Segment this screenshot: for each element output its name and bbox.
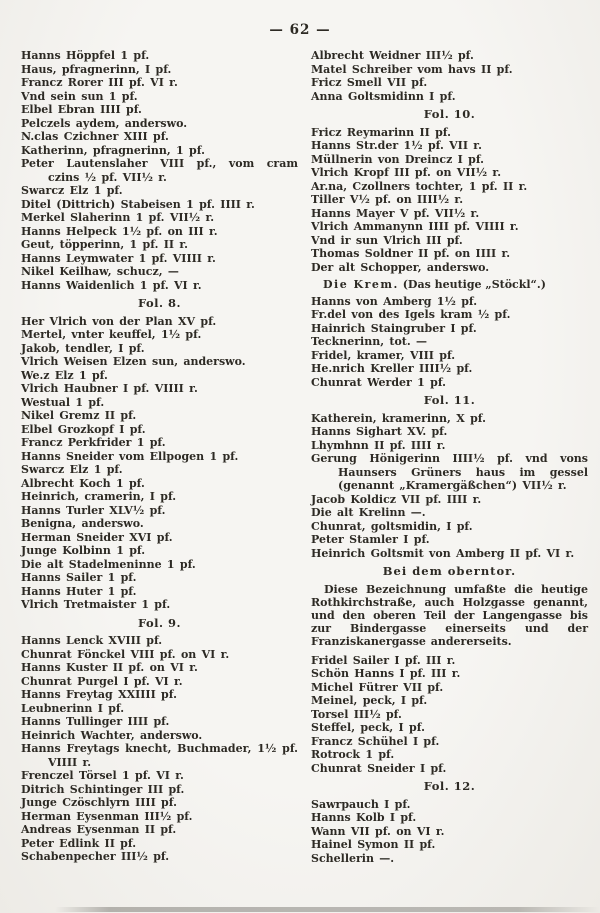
register-entry: Swarcz Elz 1 pf. [21, 463, 123, 476]
register-entry: Fr.del von des Igels kram ½ pf. [311, 308, 511, 321]
register-entry: Heinrich Goltsmit von Amberg II pf. VI r. [311, 546, 575, 560]
register-entry: Müllnerin von Dreincz I pf. [311, 152, 485, 166]
register-entry: Anna Goltsmidinn I pf. [311, 89, 456, 103]
register-entry: Schellerin —. [311, 851, 395, 865]
register-entry: Hanns von Amberg 1½ pf. [311, 294, 478, 308]
register-entry: Gerung Hönigerinn IIII½ pf. vnd vons Haunsers Grüners haus im gessel (genannt „Kramergäßchen“) VII½ r. [311, 452, 588, 492]
register-entry: Tecknerinn, tot. — [311, 335, 428, 348]
register-entry: N.clas Czichner XIII pf. [21, 130, 169, 143]
register-entry: Vlrich Tretmaister 1 pf. [21, 598, 171, 611]
folio-heading: Fol. 10. [423, 107, 476, 121]
register-entry: Katherinn, pfragnerinn, 1 pf. [21, 143, 205, 157]
register-entry: Tiller V½ pf. on IIII½ r. [311, 193, 464, 206]
register-entry: Peter Edlink II pf. [21, 836, 137, 850]
register-entry: Albrecht Koch 1 pf. [21, 476, 145, 490]
register-entry: He.nrich Kreller IIII½ pf. [311, 362, 473, 375]
register-entry: Chunrat, goltsmidin, I pf. [311, 519, 473, 533]
register-entry: Fridel, kramer, VIII pf. [311, 348, 456, 362]
folio-heading: Fol. 11. [423, 393, 476, 407]
register-entry: Vnd sein sun 1 pf. [21, 89, 138, 103]
register-entry: Chunrat Werder 1 pf. [311, 375, 446, 389]
register-entry: Herman Sneider XVI pf. [21, 530, 173, 544]
register-entry: Hanns Kuster II pf. on VI r. [21, 661, 198, 674]
register-entry: Francz Perkfrider 1 pf. [21, 436, 166, 449]
register-entry: Merkel Slaherinn 1 pf. VII½ r. [21, 211, 215, 224]
register-entry: Peter Lautenslaher VIII pf., vom cram czins ½ pf. VII½ r. [21, 157, 298, 184]
register-entry: Hanns Leymwater 1 pf. VIIII r. [21, 251, 216, 265]
register-entry: Hanns Sailer 1 pf. [21, 571, 137, 584]
register-entry: Fricz Reymarinn II pf. [311, 125, 451, 139]
register-entry: Fridel Sailer I pf. III r. [311, 653, 456, 667]
register-entry: Ar.na, Czollners tochter, 1 pf. II r. [311, 179, 528, 193]
register-entry: Torsel III½ pf. [311, 707, 402, 721]
register-entry: We.z Elz 1 pf. [21, 368, 108, 382]
register-entry: Hanns Str.der 1½ pf. VII r. [311, 139, 482, 152]
register-entry: Leubnerinn I pf. [21, 701, 125, 715]
register-entry: Hanns Lenck XVIII pf. [21, 634, 163, 647]
right-column [311, 49, 588, 865]
register-entry: Der alt Schopper, anderswo. [311, 260, 490, 274]
register-entry: Katherein, kramerinn, X pf. [311, 411, 486, 425]
folio-heading: Fol. 9. [137, 615, 182, 630]
register-entry: Schabenpecher III½ pf. [21, 850, 170, 863]
register-entry: Frenczel Törsel 1 pf. VI r. [21, 769, 184, 782]
section-heading: Bei dem oberntor. [382, 564, 517, 578]
register-entry: Schön Hanns I pf. III r. [311, 667, 461, 681]
register-entry: Lhymhnn II pf. IIII r. [311, 438, 446, 452]
register-entry: Steffel, peck, I pf. [311, 721, 425, 735]
register-entry: Die alt Krelinn —. [311, 506, 426, 519]
register-entry: Pelczels aydem, anderswo. [21, 116, 188, 130]
register-entry: Francz Schühel I pf. [311, 734, 440, 748]
register-entry: Hanns Höppfel 1 pf. [21, 49, 150, 62]
register-entry: Hanns Sighart XV. pf. [311, 425, 448, 438]
register-entry: Junge Czöschlyrn IIII pf. [21, 796, 177, 809]
register-entry: Die alt Stadelmeninne 1 pf. [21, 557, 196, 571]
register-entry: Hainrich Staingruber I pf. [311, 321, 477, 335]
register-entry: Hanns Freytag XXIIII pf. [21, 688, 177, 701]
register-entry: Hainel Symon II pf. [311, 838, 436, 852]
register-entry: Ditel (Dittrich) Stabeisen 1 pf. IIII r. [21, 197, 255, 211]
register-entry: Wann VII pf. on VI r. [311, 824, 445, 838]
register-entry: Jakob, tendler, I pf. [21, 341, 145, 355]
register-entry: Chunrat Sneider I pf. [311, 761, 447, 775]
register-entry: Fricz Smell VII pf. [311, 76, 428, 89]
register-entry: Elbel Ebran IIII pf. [21, 103, 142, 116]
register-entry: Vlrich Kropf III pf. on VII½ r. [311, 166, 502, 179]
register-entry: Her Vlrich von der Plan XV pf. [21, 314, 217, 328]
register-entry: Peter Stamler I pf. [311, 533, 430, 546]
register-entry: Michel Fütrer VII pf. [311, 680, 444, 694]
register-entry: Junge Kolbinn 1 pf. [21, 544, 146, 557]
section-heading-krem: Die Krem. (Das heutige „Stöckl“.) [323, 278, 546, 291]
register-entry: Hanns Tullinger IIII pf. [21, 715, 170, 728]
register-entry: Benigna, anderswo. [21, 517, 144, 530]
register-entry: Westual 1 pf. [21, 395, 105, 409]
register-entry: Andreas Eysenman II pf. [21, 823, 177, 836]
register-entry: Swarcz Elz 1 pf. [21, 184, 123, 197]
register-entry: Sawrpauch I pf. [311, 797, 411, 811]
register-entry: Mertel, vnter keuffel, 1½ pf. [21, 328, 202, 341]
register-entry: Chunrat Purgel I pf. VI r. [21, 674, 183, 688]
register-entry: Haus, pfragnerinn, I pf. [21, 62, 172, 76]
register-entry: Hanns Kolb I pf. [311, 811, 417, 825]
register-entry: Thomas Soldner II pf. on IIII r. [311, 247, 511, 260]
register-entry: Hanns Waidenlich 1 pf. VI r. [21, 278, 202, 292]
register-entry: Geut, töpperinn, 1 pf. II r. [21, 238, 188, 251]
register-entry: Matel Schreiber vom havs II pf. [311, 62, 513, 76]
register-entry: Albrecht Weidner III½ pf. [311, 49, 474, 62]
register-entry: Nikel Keilhaw, schucz, — [21, 265, 179, 278]
register-entry: Rotrock 1 pf. [311, 748, 395, 762]
register-entry: Francz Rorer III pf. VI r. [21, 76, 178, 89]
left-column [21, 49, 298, 864]
register-entry: Heinrich Wachter, anderswo. [21, 728, 203, 742]
register-entry: Elbel Grozkopf I pf. [21, 422, 146, 436]
register-entry: Jacob Koldicz VII pf. IIII r. [311, 492, 482, 506]
register-entry: Herman Eysenman III½ pf. [21, 809, 193, 823]
register-entry: Ditrich Schintinger III pf. [21, 782, 185, 796]
register-entry: Heinrich, cramerin, I pf. [21, 490, 177, 503]
register-entry: Vlrich Haubner I pf. VIIII r. [21, 382, 198, 395]
text-columns [0, 38, 600, 865]
paragraph: Diese Bezeichnung umfaßte die heutige Rothkirchstraße, auch Holzgasse genannt, und den oberen Teil der Langengasse bis zur Bindergasse einerseits und der Franziskanergasse andererseits. [311, 582, 588, 649]
page-number: — 62 — [269, 22, 331, 38]
register-entry: Vnd ir sun Vlrich III pf. [311, 233, 463, 247]
folio-heading: Fol. 8. [137, 296, 182, 310]
register-entry: Hanns Freytags knecht, Buchmader, 1½ pf. VIIII r. [21, 742, 298, 769]
register-entry: Meinel, peck, I pf. [311, 694, 428, 708]
register-entry: Hanns Mayer V pf. VII½ r. [311, 206, 480, 220]
register-entry: Hanns Turler XLV½ pf. [21, 503, 166, 517]
folio-heading: Fol. 12. [423, 779, 476, 794]
register-entry: Hanns Huter 1 pf. [21, 584, 137, 598]
register-entry: Hanns Sneider vom Ellpogen 1 pf. [21, 449, 239, 463]
register-entry: Chunrat Fönckel VIII pf. on VI r. [21, 647, 230, 661]
register-entry: Hanns Helpeck 1½ pf. on III r. [21, 224, 218, 238]
section-title: Die Krem. [323, 278, 399, 291]
scan-edge-artifact [55, 907, 600, 912]
register-entry: Vlrich Weisen Elzen sun, anderswo. [21, 355, 246, 368]
register-entry: Vlrich Ammanynn IIII pf. VIIII r. [311, 220, 519, 233]
register-entry: Nikel Gremz II pf. [21, 409, 137, 422]
